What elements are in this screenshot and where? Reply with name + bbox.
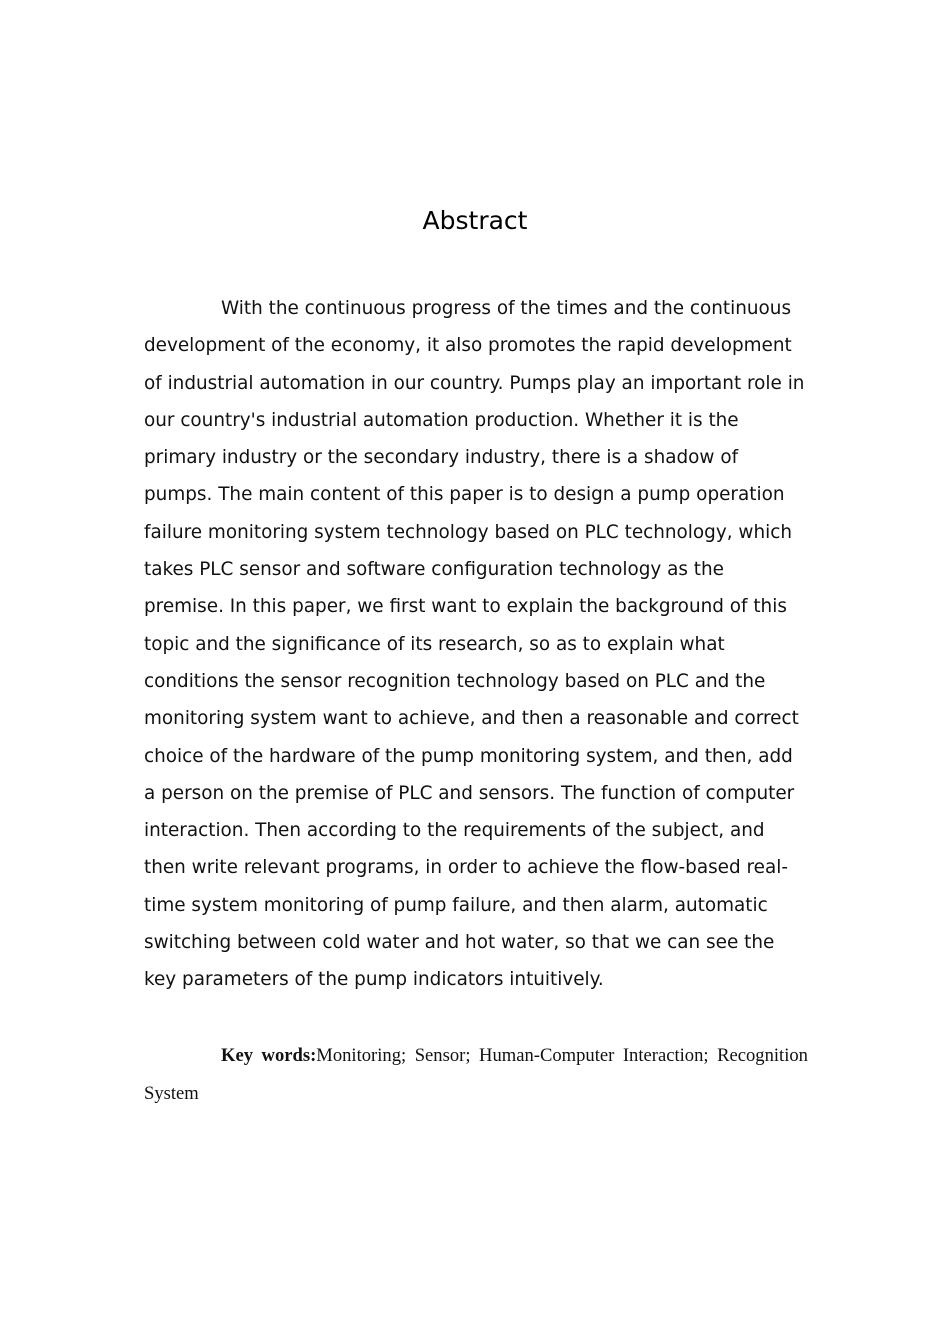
abstract-title: Abstract <box>422 206 528 235</box>
abstract-paragraph: With the continuous progress of the times and the continuous development of the economy, it also promotes the rapid development of industrial automation in our country. Pumps play an important role in our country's industrial automation production. Whether it is the primary industry or the secondary industry, there is a shadow of pumps. The main content of this paper is to design a pump operation failure monitoring system technology based on PLC technology, which takes PLC sensor and software configuration technology as the premise. In this paper, we first want to explain the background of this topic and the significance of its research, so as to explain what conditions the sensor recognition technology based on PLC and the monitoring system want to achieve, and then a reasonable and correct choice of the hardware of the pump monitoring system, and then, add a person on the premise of PLC and sensors. The function of computer interaction. Then according to the requirements of the subject, and then write relevant programs, in order to achieve the flow-based real-time system monitoring of pump failure, and then alarm, automatic switching between cold water and hot water, so that we can see the key parameters of the pump indicators intuitively. <box>144 298 805 991</box>
keywords-line <box>144 1037 808 1112</box>
keywords-value: Monitoring; Sensor; Human-Computer Interaction; Recognition System <box>144 1045 808 1104</box>
keywords-label: Key words: <box>221 1045 317 1066</box>
